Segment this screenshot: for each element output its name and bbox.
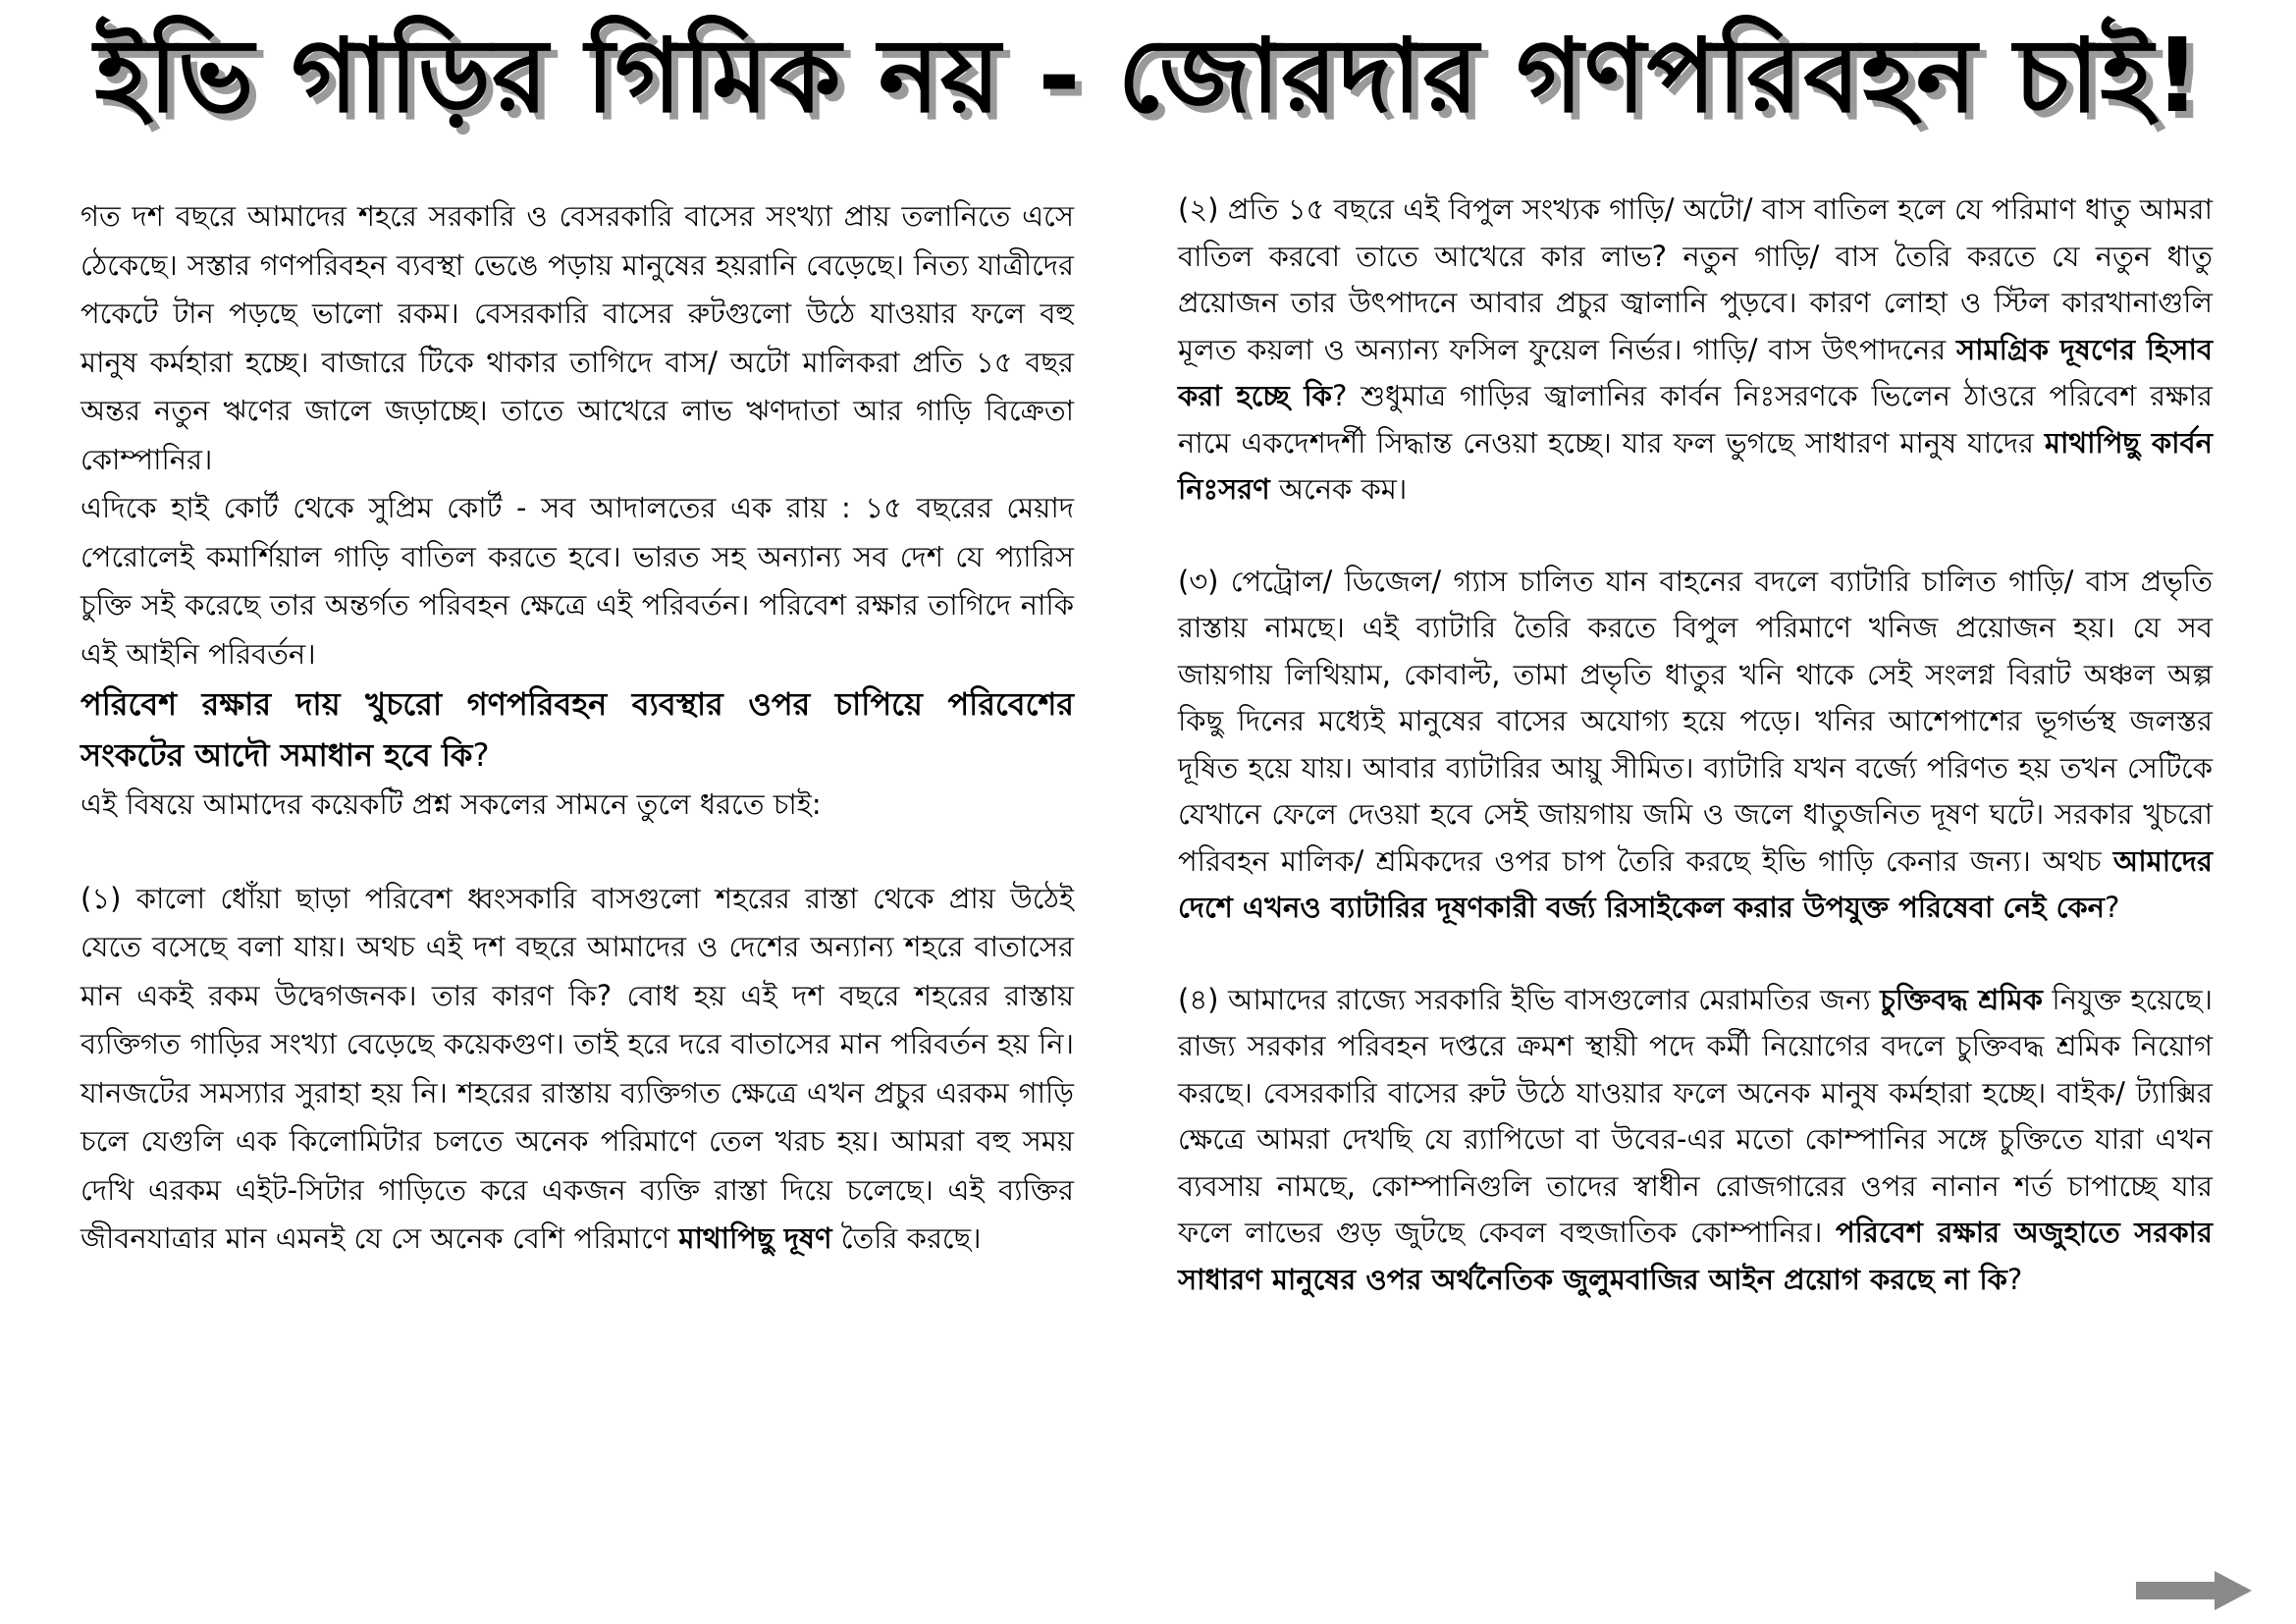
question-three-end: ?	[2104, 891, 2120, 924]
question-two-bold-b: মাথাপিছু কার্বন নিঃসরণ	[1178, 425, 2213, 506]
question-three-bold: আমাদের দেশে এখনও ব্যাটারির দূষণকারী বর্জ্য রিসাইকেল করার উপযুক্ত পরিষেবা নেই কেন	[1178, 843, 2213, 924]
question-one	[80, 875, 1074, 1264]
question-three	[1178, 559, 2213, 932]
main-question	[80, 678, 1074, 781]
left-column	[80, 192, 1074, 1264]
questions-intro: এই বিষয়ে আমাদের কয়েকটি প্রশ্ন সকলের সামনে তুলে ধরতে চাই:	[80, 787, 822, 821]
question-one-text: (১) কালো ধোঁয়া ছাড়া পরিবেশ ধ্বংসকারি বাসগুলো শহরের রাস্তা থেকে প্রায় উঠেই যেতে বসেছে বলা যায়। অথচ এই দশ বছরে আমাদের ও দেশের অন্যান্য শহরে বাতাসের মান একই রকম উদ্বেগজনক। তার কারণ কি? বোধ হয় এই দশ বছরে শহরের রাস্তায় ব্যক্তিগত গাড়ির সংখ্যা বেড়েছে কয়েকগুণ। তাই হরে দরে বাতাসের মান পরিবর্তন হয় নি। যানজটের সমস্যার সুরাহা হয় নি। শহরের রাস্তায় ব্যক্তিগত ক্ষেত্রে এখন প্রচুর এরকম গাড়ি চলে যেগুলি এক কিলোমিটার চলতে অনেক পরিমাণে তেল খরচ হয়। আমরা বহু সময় দেখি এরকম এইট-সিটার গাড়িতে করে একজন ব্যক্তি রাস্তা দিয়ে চলেছে। এই ব্যক্তির জীবনযাত্রার মান এমনই যে সে অনেক বেশি পরিমাণে	[80, 881, 1074, 1255]
question-two-bold-a: সামগ্রিক দূষণের হিসাব করা হচ্ছে কি	[1178, 332, 2213, 412]
question-two-text-b: ? শুধুমাত্র গাড়ির জ্বালানির কার্বন নিঃসরণকে ভিলেন ঠাওরে পরিবেশ রক্ষার নামে একদেশদর্শী সিদ্ধান্ত নেওয়া হচ্ছে। যার ফল ভুগছে সাধারণ মানুষ যাদের	[1178, 379, 2213, 460]
question-one-end: তৈরি করছে।	[831, 1221, 982, 1255]
question-two	[1178, 187, 2213, 514]
paragraph-court-verdict: এদিকে হাই কোর্ট থেকে সুপ্রিম কোর্ট - সব আদালতের এক রায় : ১৫ বছরের মেয়াদ পেরোলেই কমার্শিয়াল গাড়ি বাতিল করতে হবে। ভারত সহ অন্যান্য সব দেশ যে প্যারিস চুক্তি সই করেছে তার অন্তর্গত পরিবহন ক্ষেত্রে এই পরিবর্তন। পরিবেশ রক্ষার তাগিদে নাকি এই আইনি পরিবর্তন।	[80, 491, 1074, 671]
right-column	[1178, 187, 2213, 1303]
question-one-bold: মাথাপিছু দূষণ	[678, 1221, 832, 1255]
main-question-mark: ?	[472, 736, 490, 774]
paragraph-intro-buses: গত দশ বছরে আমাদের শহরে সরকারি ও বেসরকারি বাসের সংখ্যা প্রায় তলানিতে এসে ঠেকেছে। সস্তার গণপরিবহন ব্যবস্থা ভেঙে পড়ায় মানুষের হয়রানি বেড়েছে। নিত্য যাত্রীদের পকেটে টান পড়ছে ভালো রকম। বেসরকারি বাসের রুটগুলো উঠে যাওয়ার ফলে বহু মানুষ কর্মহারা হচ্ছে। বাজারে টিকে থাকার তাগিদে বাস/ অটো মালিকরা প্রতি ১৫ বছর অন্তর নতুন ঋণের জালে জড়াচ্ছে। তাতে আখেরে লাভ ঋণদাতা আর গাড়ি বিক্রেতা কোম্পানির।	[80, 199, 1074, 476]
page-title: ইভি গাড়ির গিমিক নয় - জোরদার গণপরিবহন চাই!	[94, 16, 2202, 135]
question-two-text-c: অনেক কম।	[1269, 472, 1408, 506]
main-question-text: পরিবেশ রক্ষার দায় খুচরো গণপরিবহন ব্যবস্থার ওপর চাপিয়ে পরিবেশের সংকটের আদৌ সমাধান হবে কি	[80, 685, 1074, 774]
question-four-bold-a: চুক্তিবদ্ধ শ্রমিক	[1880, 982, 2043, 1016]
question-four-text-a: (৪) আমাদের রাজ্যে সরকারি ইভি বাসগুলোর মেরামতির জন্য	[1178, 982, 1881, 1016]
question-four-text-b: নিযুক্ত হয়েছে। রাজ্য সরকার পরিবহন দপ্তরে ক্রমশ স্থায়ী পদে কর্মী নিয়োগের বদলে চুক্তিবদ্ধ শ্রমিক নিয়োগ করছে। বেসরকারি বাসের রুট উঠে যাওয়ার ফলে অনেক মানুষ কর্মহারা হচ্ছে। বাইক/ ট্যাক্সির ক্ষেত্রে আমরা দেখছি যে র‍্যাপিডো বা উবের-এর মতো কোম্পানির সঙ্গে চুক্তিতে যারা এখন ব্যবসায় নামছে, কোম্পানিগুলি তাদের স্বাধীন রোজগারের ওপর নানান শর্ত চাপাচ্ছে যার ফলে লাভের গুড় জুটছে কেবল বহুজাতিক কোম্পানির।	[1178, 982, 2213, 1249]
right-arrow-icon[interactable]	[2136, 1569, 2254, 1612]
question-two-text-a: (২) প্রতি ১৫ বছরে এই বিপুল সংখ্যক গাড়ি/ অটো/ বাস বাতিল হলে যে পরিমাণ ধাতু আমরা বাতিল করবো তাতে আখেরে কার লাভ? নতুন গাড়ি/ বাস তৈরি করতে যে নতুন ধাতু প্রয়োজন তার উৎপাদনে আবার প্রচুর জ্বালানি পুড়বে। কারণ লোহা ও স্টিল কারখানাগুলি মূলত কয়লা ও অন্যান্য ফসিল ফুয়েল নির্ভর। গাড়ি/ বাস উৎপাদনের	[1178, 192, 2213, 366]
question-four-end: ?	[2006, 1262, 2023, 1296]
question-four	[1178, 977, 2213, 1304]
question-three-text: (৩) পেট্রোল/ ডিজেল/ গ্যাস চালিত যান বাহনের বদলে ব্যাটারি চালিত গাড়ি/ বাস প্রভৃতি রাস্তায় নামছে। এই ব্যাটারি তৈরি করতে বিপুল পরিমাণে খনিজ প্রয়োজন হয়। যে সব জায়গায় লিথিয়াম, কোবাল্ট, তামা প্রভৃতি ধাতুর খনি থাকে সেই সংলগ্ন বিরাট অঞ্চল অল্প কিছু দিনের মধ্যেই মানুষের বাসের অযোগ্য হয়ে পড়ে। খনির আশেপাশের ভূগর্ভস্থ জলস্তর দূষিত হয়ে যায়। আবার ব্যাটারির আয়ু সীমিত। ব্যাটারি যখন বর্জ্যে পরিণত হয় তখন সেটিকে যেখানে ফেলে দেওয়া হবে সেই জায়গায় জমি ও জলে ধাতুজনিত দূষণ ঘটে। সরকার খুচরো পরিবহন মালিক/ শ্রমিকদের ওপর চাপ তৈরি করছে ইভি গাড়ি কেনার জন্য। অথচ	[1178, 564, 2213, 878]
right-arrow-shape	[2136, 1571, 2252, 1610]
question-four-bold-b: পরিবেশ রক্ষার অজুহাতে সরকার সাধারণ মানুষের ওপর অর্থনৈতিক জুলুমবাজির আইন প্রয়োগ করছে না কি	[1178, 1216, 2213, 1296]
